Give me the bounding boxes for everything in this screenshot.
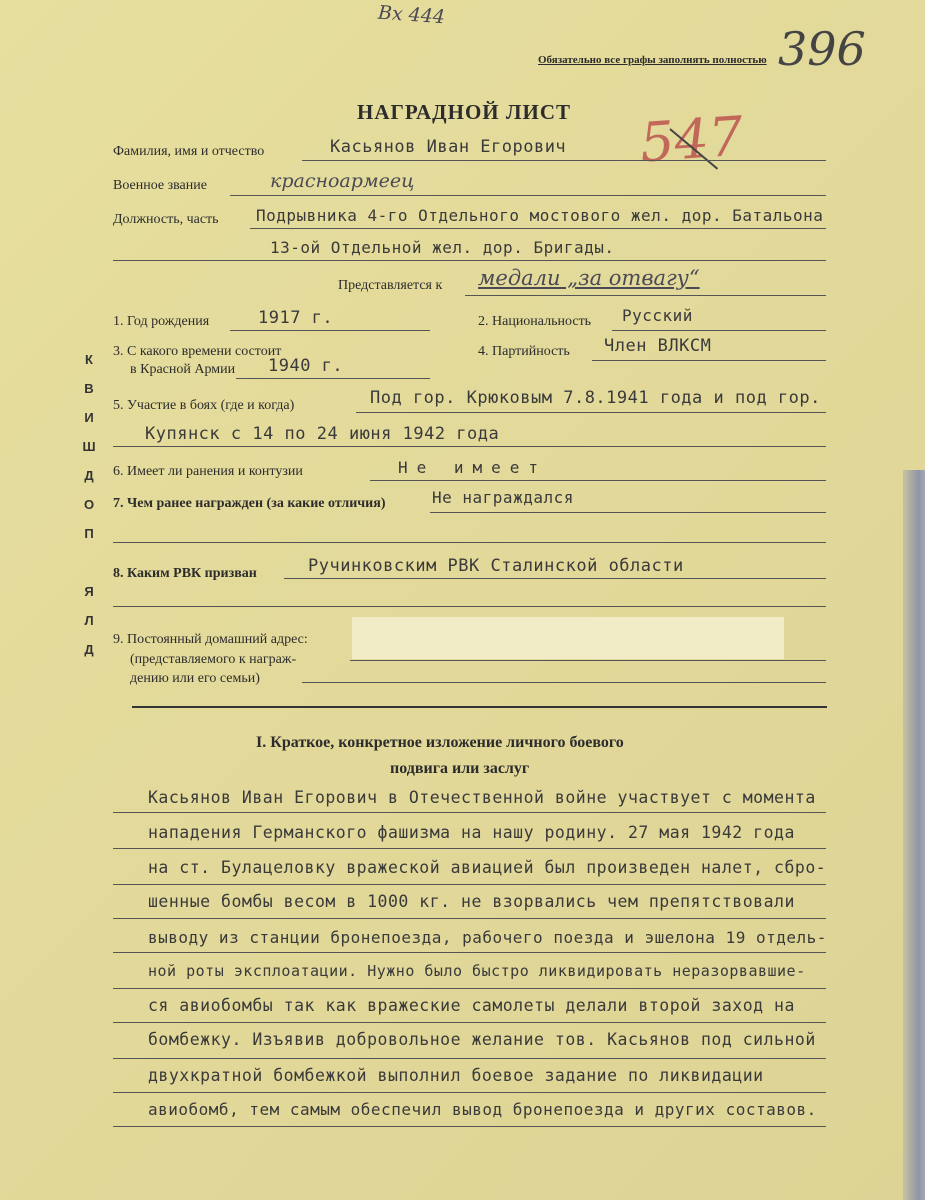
body-rule-4 xyxy=(113,918,826,919)
position-value-line2: 13-ой Отдельной жел. дор. Бригады. xyxy=(270,238,615,257)
position-value-line1: Подрывника 4-го Отдельного мостового жел. дор. Батальона xyxy=(256,206,824,225)
body-rule-8 xyxy=(113,1058,826,1059)
nationality-line xyxy=(612,330,826,331)
battles-label: 5. Участие в боях (где и когда) xyxy=(113,398,295,413)
since-label-1: 3. С какого времени состоит xyxy=(113,344,282,359)
wounds-value: Не имеет xyxy=(398,458,548,477)
body-rule-5 xyxy=(113,952,826,953)
address-label-3: дению или его семьи) xyxy=(130,671,260,686)
wounds-line xyxy=(370,480,826,481)
battles-line-1 xyxy=(356,412,826,413)
nationality-label: 2. Национальность xyxy=(478,314,592,329)
archive-number: 396 xyxy=(778,22,866,76)
birth-year-label: 1. Год рождения xyxy=(113,314,210,329)
section-heading-2: подвига или заслуг xyxy=(390,760,530,777)
name-label: Фамилия, имя и отчество xyxy=(113,144,265,159)
body-line-7: ся авиобомбы так как вражеские самолеты делали второй заход на xyxy=(148,996,795,1015)
rank-label: Военное звание xyxy=(113,178,207,193)
body-line-6: ной роты эксплоатации. Нужно было быстро ликвидировать неразорвавшие- xyxy=(148,962,806,980)
address-label-1: 9. Постоянный домашний адрес: xyxy=(113,632,308,647)
nominated-value: медали „за отвагу“ xyxy=(478,266,700,290)
battles-line-2 xyxy=(113,446,826,447)
party-value: Член ВЛКСМ xyxy=(604,336,712,356)
rvk-line-2 xyxy=(113,606,826,607)
binding-margin-label: К В И Ш Д О П Я Л Д xyxy=(82,352,96,657)
body-line-10: авиобомб, тем самым обеспечил вывод бронепоезда и других составов. xyxy=(148,1100,817,1119)
address-line-1 xyxy=(350,660,826,661)
body-rule-6 xyxy=(113,988,826,989)
address-label-2: (представляемого к награж- xyxy=(130,652,297,667)
incoming-ref: Вх 444 xyxy=(377,1,446,29)
body-rule-3 xyxy=(113,884,826,885)
rank-line xyxy=(230,195,826,196)
body-rule-7 xyxy=(113,1022,826,1023)
birth-year-value: 1917 г. xyxy=(258,308,334,328)
rvk-value: Ручинковским РВК Сталинской области xyxy=(308,556,684,576)
body-rule-9 xyxy=(113,1092,826,1093)
section-heading-1: I. Краткое, конкретное изложение личного боевого xyxy=(256,734,624,751)
instruction-note: Обязательно все графы заполнять полностью xyxy=(538,54,767,66)
section-divider xyxy=(132,706,827,708)
page-title: НАГРАДНОЙ ЛИСТ xyxy=(357,100,572,124)
battles-value-line1: Под гор. Крюковым 7.8.1941 года и под гор. xyxy=(370,388,821,408)
name-line xyxy=(302,160,826,161)
position-label: Должность, часть xyxy=(113,212,219,227)
address-redaction xyxy=(352,617,784,659)
party-line xyxy=(592,360,826,361)
prev-awards-label: 7. Чем ранее награжден (за какие отличия) xyxy=(113,496,386,511)
nominated-line xyxy=(465,295,826,296)
body-rule-10 xyxy=(113,1126,826,1127)
since-label-2: в Красной Армии xyxy=(130,362,236,377)
body-line-5: выводу из станции бронепоезда, рабочего поезда и эшелона 19 отдель- xyxy=(148,928,827,947)
birth-year-line xyxy=(230,330,430,331)
address-line-2 xyxy=(302,682,826,683)
rvk-label: 8. Каким РВК призван xyxy=(113,566,257,581)
position-line-2 xyxy=(113,260,826,261)
page-edge xyxy=(903,470,925,1200)
name-value: Касьянов Иван Егорович xyxy=(330,137,567,157)
body-rule-2 xyxy=(113,848,826,849)
body-line-4: шенные бомбы весом в 1000 кг. не взорвались чем препятствовали xyxy=(148,892,795,911)
since-line xyxy=(236,378,430,379)
rank-value: красноармеец xyxy=(270,170,415,192)
battles-value-line2: Купянск с 14 по 24 июня 1942 года xyxy=(145,424,500,444)
body-line-2: нападения Германского фашизма на нашу родину. 27 мая 1942 года xyxy=(148,823,795,842)
body-line-9: двухкратной бомбежкой выполнил боевое задание по ликвидации xyxy=(148,1066,764,1085)
nominated-label: Представляется к xyxy=(338,278,443,293)
body-rule-1 xyxy=(113,812,826,813)
body-line-8: бомбежку. Изъявив добровольное желание тов. Касьянов под сильной xyxy=(148,1030,816,1049)
body-line-1: Касьянов Иван Егорович в Отечественной войне участвует с момента xyxy=(148,788,816,807)
position-line-1 xyxy=(250,228,826,229)
prev-awards-line-2 xyxy=(113,542,826,543)
prev-awards-line xyxy=(430,512,826,513)
wounds-label: 6. Имеет ли ранения и контузии xyxy=(113,464,303,479)
prev-awards-value: Не награждался xyxy=(432,488,574,507)
body-line-3: на ст. Булацеловку вражеской авиацией был произведен налет, сбро- xyxy=(148,858,827,877)
party-label: 4. Партийность xyxy=(478,344,570,359)
nationality-value: Русский xyxy=(622,306,693,325)
rvk-line xyxy=(284,578,826,579)
red-number-mark: 547 xyxy=(637,104,746,175)
since-value: 1940 г. xyxy=(268,356,344,376)
